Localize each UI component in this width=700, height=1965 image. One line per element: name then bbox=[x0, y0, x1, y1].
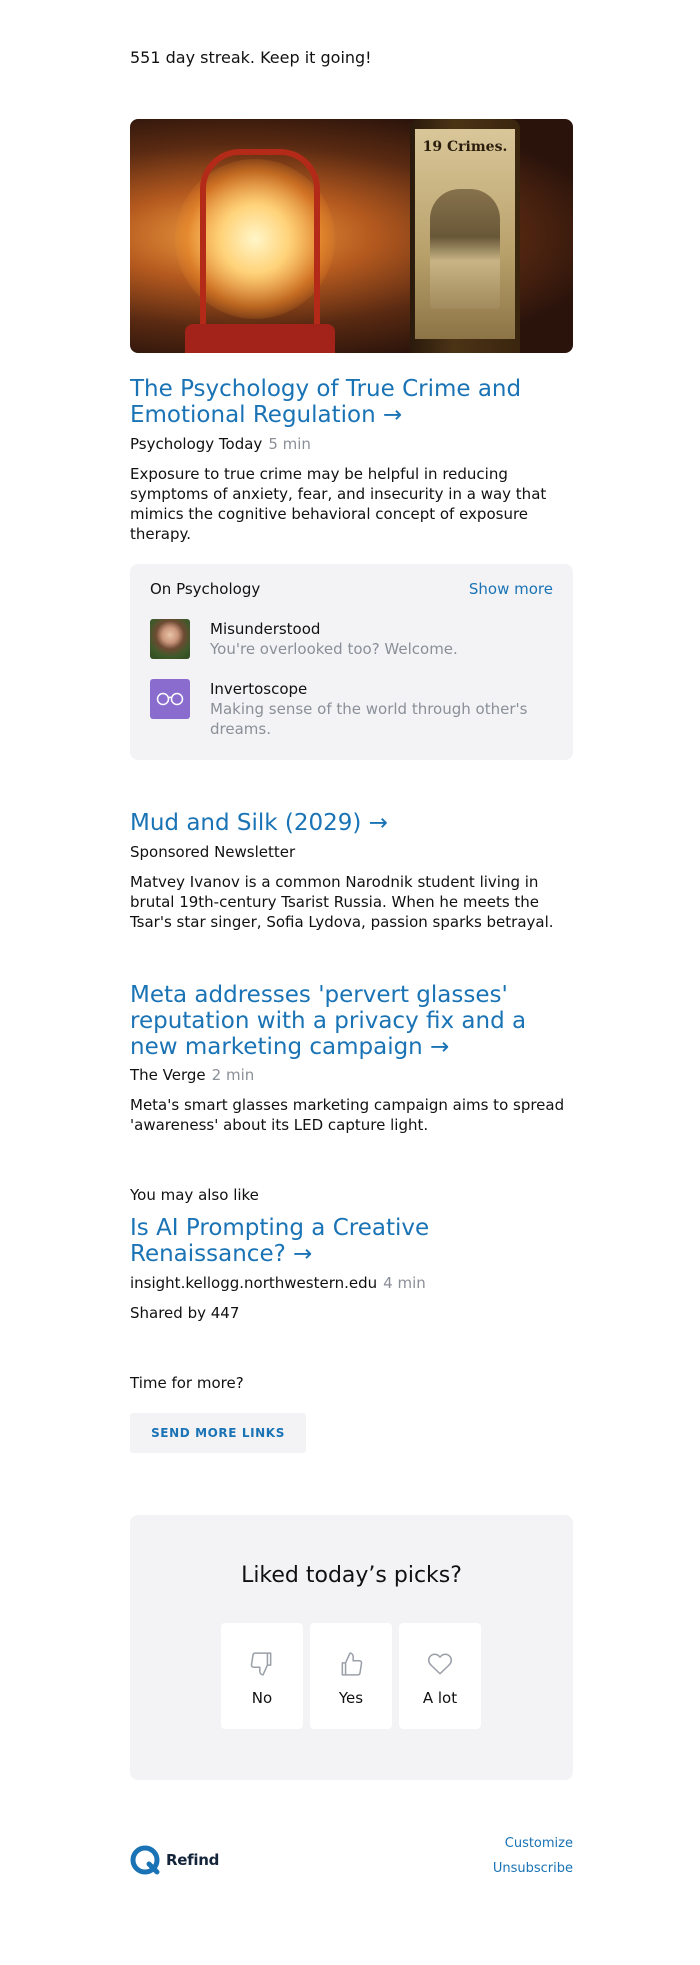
article-meta bbox=[130, 1066, 570, 1084]
more-prompt: Time for more? bbox=[130, 1374, 244, 1392]
recommendation-name: Invertoscope bbox=[210, 680, 308, 698]
streak-message: 551 day streak. Keep it going! bbox=[130, 48, 372, 67]
article-description: Matvey Ivanov is a common Narodnik student living in brutal 19th-century Tsarist Russia. When he meets the Tsar's star singer, Sofia Lydova, passion sparks betrayal. bbox=[130, 873, 554, 931]
customize-link[interactable]: Customize bbox=[504, 1836, 573, 1851]
recommendation-name: Misunderstood bbox=[210, 620, 321, 638]
read-time: 2 min bbox=[211, 1066, 255, 1084]
thumbs-down-icon bbox=[221, 1651, 303, 1681]
article-source: The Verge bbox=[130, 1066, 206, 1084]
lantern-frame bbox=[200, 149, 320, 339]
feedback-label: Yes bbox=[338, 1689, 364, 1707]
glasses-icon bbox=[150, 679, 190, 719]
recommendation-tagline: You're overlooked too? Welcome. bbox=[210, 640, 458, 658]
feedback-a-lot-button[interactable] bbox=[399, 1623, 481, 1729]
avatar bbox=[150, 619, 190, 659]
on-psychology-card bbox=[130, 564, 573, 760]
hero-image[interactable] bbox=[130, 119, 573, 353]
section-heading: You may also like bbox=[130, 1186, 259, 1204]
brand-name: Refind bbox=[166, 1851, 220, 1869]
article-title[interactable]: Is AI Prompting a Creative Renaissance? → bbox=[130, 1215, 430, 1267]
send-more-links-button[interactable]: SEND MORE LINKS bbox=[130, 1413, 306, 1453]
feedback-label: A lot bbox=[422, 1689, 458, 1707]
read-time: 4 min bbox=[383, 1274, 426, 1292]
article-source: Psychology Today bbox=[130, 435, 263, 453]
bottle-label-text: 19 Crimes. bbox=[422, 139, 508, 155]
feedback-yes-button[interactable] bbox=[310, 1623, 392, 1729]
article-title[interactable]: The Psychology of True Crime and Emotional Regulation → bbox=[130, 376, 522, 428]
shared-count: Shared by 447 bbox=[130, 1304, 240, 1322]
refind-logo-icon bbox=[130, 1845, 160, 1875]
heart-icon bbox=[399, 1651, 481, 1681]
read-time: 5 min bbox=[268, 435, 311, 453]
article-title[interactable]: Meta addresses 'pervert glasses' reputation with a privacy fix and a new marketing campaign → bbox=[130, 982, 527, 1060]
article-source: insight.kellogg.northwestern.edu bbox=[130, 1274, 378, 1292]
article-meta bbox=[130, 1274, 570, 1292]
article-description: Exposure to true crime may be helpful in reducing symptoms of anxiety, fear, and insecurity in a way that mimics the cognitive behavioral concept of exposure therapy. bbox=[130, 465, 547, 543]
article-source: Sponsored Newsletter bbox=[130, 843, 296, 861]
card-heading: On Psychology bbox=[150, 580, 261, 598]
thumbs-up-icon bbox=[310, 1651, 392, 1681]
article-title[interactable]: Mud and Silk (2029) → bbox=[130, 810, 388, 836]
show-more-link[interactable]: Show more bbox=[468, 580, 553, 598]
recommendation-tagline: Making sense of the world through other's dreams. bbox=[210, 700, 528, 738]
feedback-panel bbox=[130, 1515, 573, 1780]
article-description: Meta's smart glasses marketing campaign aims to spread 'awareness' about its LED capture light. bbox=[130, 1096, 565, 1134]
unsubscribe-link[interactable]: Unsubscribe bbox=[492, 1861, 573, 1876]
lantern-base bbox=[185, 324, 335, 353]
feedback-title: Liked today’s picks? bbox=[241, 1563, 462, 1588]
refind-logo[interactable] bbox=[130, 1845, 220, 1875]
feedback-no-button[interactable] bbox=[221, 1623, 303, 1729]
article-meta bbox=[130, 435, 570, 453]
label-portrait bbox=[430, 189, 500, 309]
feedback-label: No bbox=[251, 1689, 273, 1707]
